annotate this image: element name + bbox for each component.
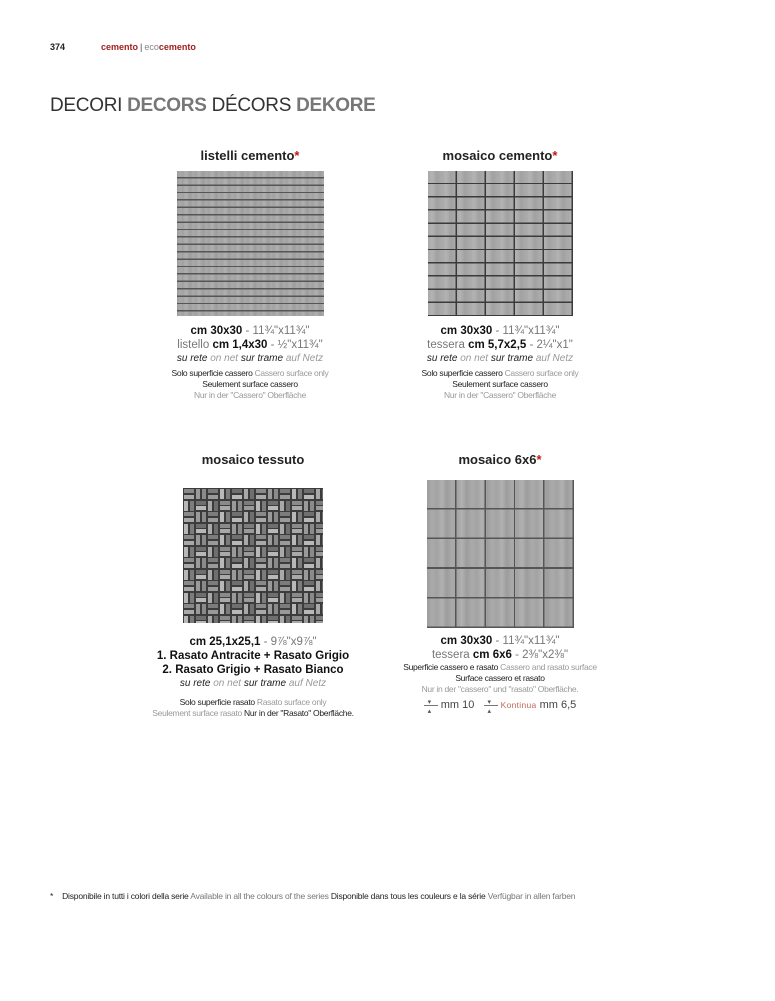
surface-it: Solo superficie rasato <box>179 697 255 707</box>
piece-line <box>125 338 375 352</box>
mesh-it: su rete <box>426 353 458 364</box>
thickness-row <box>375 699 625 716</box>
surface-de: Nur in der "Rasato" Oberfläche. <box>244 708 354 718</box>
title-it: DECORI <box>50 95 123 116</box>
mesh-fr: sur trame <box>490 353 534 364</box>
thickness-icon: ▴ ▾ <box>484 699 498 711</box>
tile-image-mosaico-6x6 <box>427 480 574 628</box>
size-in: - 11¾"x11¾" <box>245 325 310 337</box>
mesh-line <box>128 677 378 690</box>
mesh-fr: sur trame <box>243 678 287 689</box>
mesh-it: su rete <box>176 353 208 364</box>
surface-it: Solo superficie cassero <box>171 368 253 378</box>
size-line <box>375 324 625 338</box>
mesh-fr: sur trame <box>240 353 284 364</box>
asterisk-mark: * <box>536 452 542 467</box>
surface-de: Nur in der "Cassero" Oberfläche <box>443 390 556 400</box>
product-title <box>375 148 625 164</box>
mesh-de: auf Netz <box>285 353 324 364</box>
surface-line <box>375 662 625 673</box>
product-title <box>375 452 625 468</box>
size-in: - 11¾"x11¾" <box>495 325 560 337</box>
surface-line <box>125 379 375 390</box>
size-in: - 9⅞"x9⅞" <box>263 636 317 648</box>
product-name: mosaico tessuto <box>201 452 305 467</box>
page-number: 374 <box>50 42 66 52</box>
brand-cemento: cemento <box>101 42 139 52</box>
piece-in: - 2⅜"x2⅜" <box>515 649 569 661</box>
brand-eco-suffix: cemento <box>158 42 196 52</box>
surface-line <box>375 379 625 390</box>
tile-image-mosaico-cemento <box>428 171 573 316</box>
surface-line <box>375 368 625 379</box>
piece-label: tessera <box>427 339 465 351</box>
size-line <box>125 324 375 338</box>
thickness-icon: ▴ ▾ <box>424 699 438 711</box>
size-cm: cm 25,1x25,1 <box>189 636 261 648</box>
title-de: DEKORE <box>296 95 376 116</box>
product-card-mosaico-tessuto <box>128 452 378 719</box>
mesh-en: on net <box>213 678 242 689</box>
piece-line <box>375 648 625 662</box>
footnote-it: Disponibile in tutti i colori della serie <box>62 891 189 901</box>
surface-it: Solo superficie cassero <box>421 368 503 378</box>
mesh-line <box>125 352 375 365</box>
surface-line <box>125 368 375 379</box>
mesh-de: auf Netz <box>288 678 327 689</box>
brand-header <box>101 42 196 52</box>
surface-fr: Seulement surface cassero <box>452 379 548 389</box>
surface-line <box>375 684 625 695</box>
piece-label: listello <box>177 339 210 351</box>
mesh-en: on net <box>460 353 489 364</box>
mesh-it: su rete <box>179 678 211 689</box>
size-line <box>375 634 625 648</box>
size-cm: cm 30x30 <box>440 325 493 337</box>
variant-line: 1. Rasato Antracite + Rasato Grigio <box>156 650 350 662</box>
surface-fr: Surface cassero et rasato <box>455 673 545 683</box>
product-name: mosaico 6x6 <box>458 452 537 467</box>
piece-cm: cm 1,4x30 <box>212 339 268 351</box>
surface-de: Nur in der "cassero" und "rasato" Oberfläche. <box>421 684 579 694</box>
product-card-mosaico-cemento <box>375 148 625 401</box>
piece-cm: cm 5,7x2,5 <box>468 339 527 351</box>
page-title <box>50 95 376 117</box>
piece-cm: cm 6x6 <box>472 649 512 661</box>
product-title <box>125 148 375 164</box>
asterisk-mark: * <box>552 148 558 163</box>
footnote-fr: Disponible dans tous les couleurs e la série <box>330 891 486 901</box>
size-cm: cm 30x30 <box>190 325 243 337</box>
product-card-mosaico-6x6 <box>375 452 625 716</box>
mesh-line <box>375 352 625 365</box>
mesh-de: auf Netz <box>535 353 574 364</box>
footnote-de: Verfügbar in allen farben <box>487 891 576 901</box>
piece-label: tessera <box>431 649 470 661</box>
mesh-en: on net <box>210 353 239 364</box>
piece-in: - 2¼"x1" <box>529 339 573 351</box>
surface-fr: Seulement surface cassero <box>202 379 298 389</box>
surface-en: Rasato surface only <box>256 697 327 707</box>
thickness-value: mm 6,5 <box>539 699 577 711</box>
footnote <box>50 891 575 901</box>
size-in: - 11¾"x11¾" <box>495 635 560 647</box>
surface-line <box>375 673 625 684</box>
footnote-en: Available in all the colours of the series <box>190 891 329 901</box>
size-line <box>128 635 378 649</box>
size-cm: cm 30x30 <box>440 635 493 647</box>
brand-eco-prefix: eco <box>144 42 159 52</box>
footnote-asterisk: * <box>50 891 54 901</box>
surface-en: Cassero surface only <box>254 368 329 378</box>
surface-line <box>128 708 378 719</box>
product-title <box>128 452 378 468</box>
surface-line <box>128 697 378 708</box>
tile-image-listelli <box>177 171 324 316</box>
surface-en: Cassero surface only <box>504 368 579 378</box>
variant-line: 2. Rasato Grigio + Rasato Bianco <box>162 664 344 676</box>
title-fr: DÉCORS <box>211 95 292 116</box>
surface-line <box>125 390 375 401</box>
asterisk-mark: * <box>294 148 300 163</box>
piece-in: - ½"x11¾" <box>270 339 323 351</box>
surface-line <box>375 390 625 401</box>
surface-fr: Seulement surface rasato <box>152 708 242 718</box>
surface-it: Superficie cassero e rasato <box>403 662 499 672</box>
surface-en: Cassero and rasato surface <box>500 662 597 672</box>
brand-separator: | <box>140 42 143 52</box>
title-en: DECORS <box>127 95 207 116</box>
product-name: mosaico cemento <box>442 148 553 163</box>
product-card-listelli-cemento <box>125 148 375 401</box>
piece-line <box>375 338 625 352</box>
surface-de: Nur in der "Cassero" Oberfläche <box>193 390 306 400</box>
product-name: listelli cemento <box>200 148 295 163</box>
thickness-value: mm 10 <box>440 699 475 711</box>
tile-image-mosaico-tessuto <box>183 488 323 623</box>
kontinua-logo: Kontinua <box>500 700 537 710</box>
